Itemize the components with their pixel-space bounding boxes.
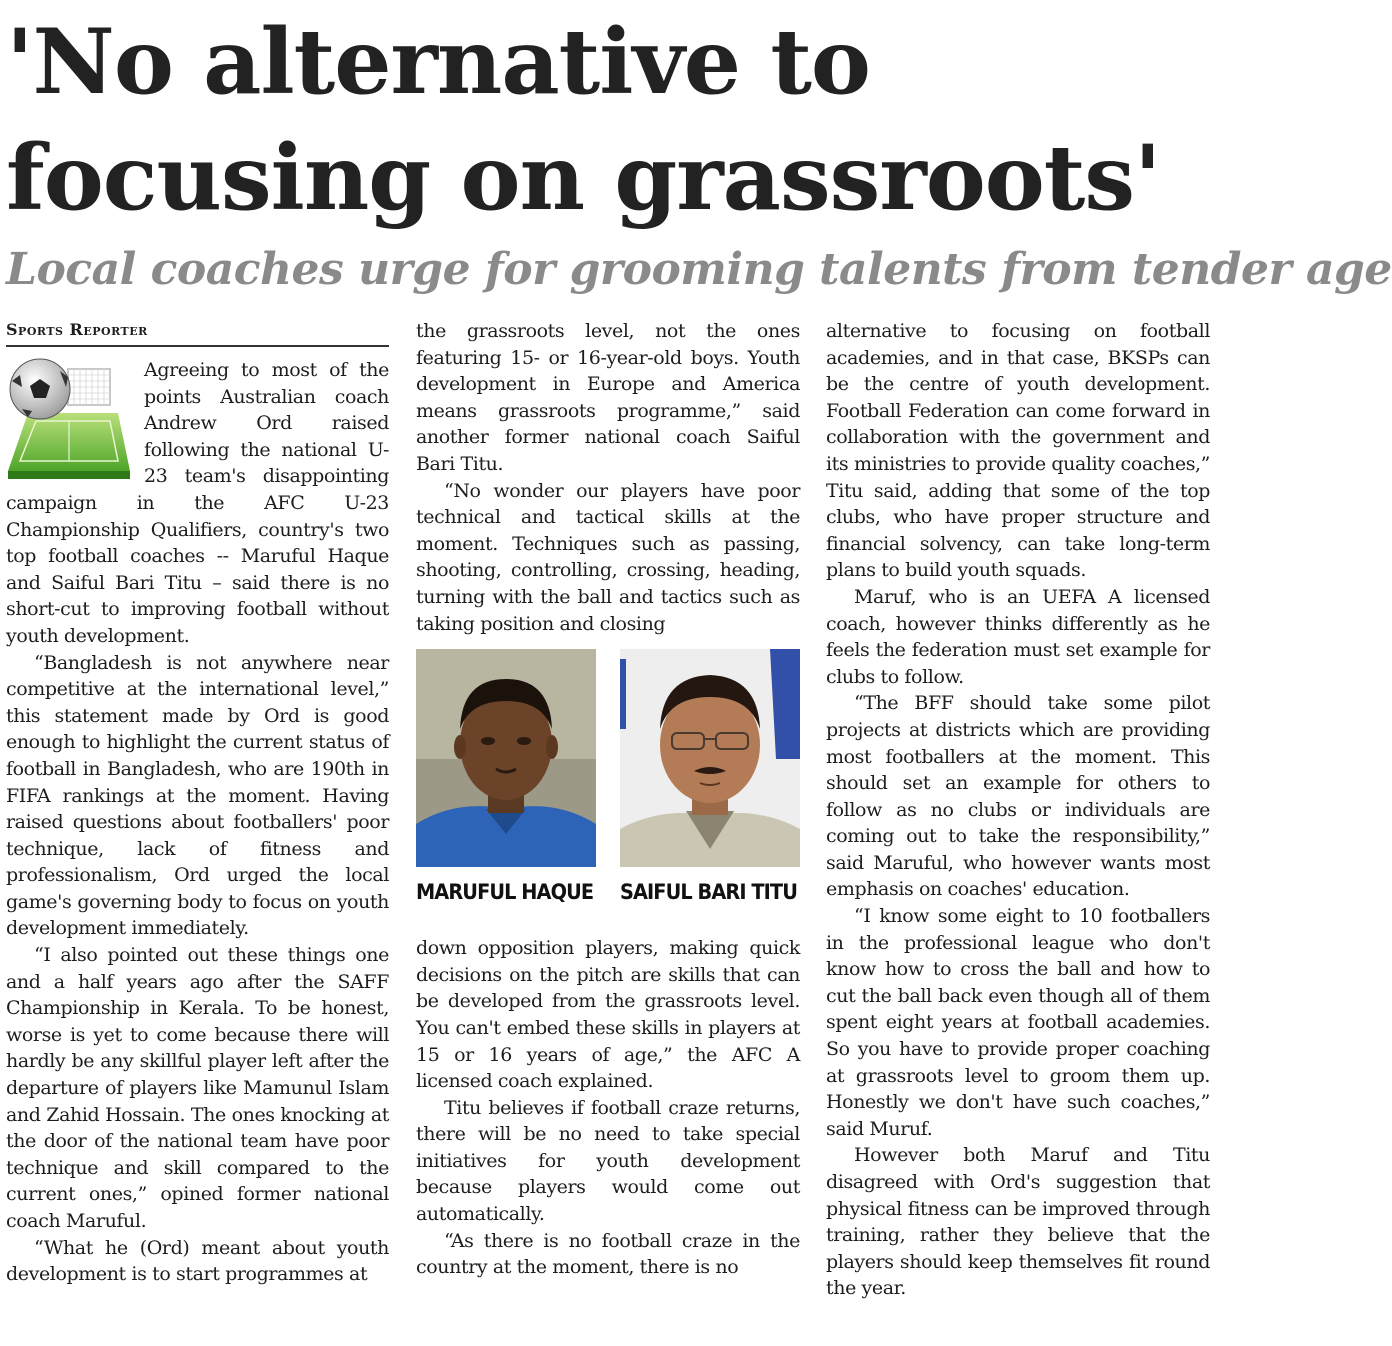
byline-text: Sports Reporter xyxy=(6,320,148,339)
photo-block xyxy=(416,649,800,925)
photo-caption: SAIFUL BARI TITU xyxy=(620,880,797,905)
paragraph: Maruf, who is an UEFA A licensed coach, however thinks differently as he feels the federation must set example for clubs to follow. xyxy=(826,585,1210,688)
paragraph: “I know some eight to 10 footballers in the professional league who don't know how to cross the ball and how to cut the ball back even though all of them spent eight years at football academies. So you have to provide proper coaching at grassroots level to groom them up. Honestly we don't have such coaches,” said Muruf. xyxy=(826,905,1210,1140)
paragraph: the grassroots level, not the ones featuring 15- or 16-year-old boys. Youth development in Europe and America means grassroots programme,” said another former national coach Saiful Bari Titu. xyxy=(416,320,800,475)
paragraph: “The BFF should take some pilot projects at districts which are providing most footballers at the moment. This should set an example for others to follow as no clubs or individuals are coming out to take the responsibility,” said Maruful, who however wants most emphasis on coaches' education. xyxy=(826,692,1210,901)
headline: 'No alternative to focusing on grassroots' xyxy=(6,9,1161,231)
article-column-3 xyxy=(826,318,1210,1302)
paragraph: “Bangladesh is not anywhere near competitive at the international level,” this statement made by Ord is good enough to highlight the current status of football in Bangladesh, who are 190th in FIFA rankings at the moment. Having raised questions about footballers' poor technique, lack of fitness and professionalism, Ord urged the local game's governing body to focus on youth development immediately. xyxy=(6,651,389,940)
paragraph: down opposition players, making quick decisions on the pitch are skills that can be developed from the grassroots level. You can't embed these skills in players at 15 or 16 years of age,” the AFC A licensed coach explained. xyxy=(416,937,800,1093)
subheadline: Local coaches urge for grooming talents from tender age xyxy=(6,244,1392,295)
paragraph: “I also pointed out these things one and a half years ago after the SAFF Championship in Kerala. To be honest, worse is yet to come because there will hardly be any skillful player left after the departure of players like Mamunul Islam and Zahid Hossain. The ones knocking at the door of the national team have poor technique and skill compared to the current ones,” opined former national coach Maruful. xyxy=(6,944,389,1232)
photo-caption: MARUFUL HAQUE xyxy=(416,880,594,905)
photo-saiful-bari-titu xyxy=(620,649,800,867)
paragraph: “As there is no football craze in the country at the moment, there is no xyxy=(416,1229,800,1279)
photo-maruful-haque xyxy=(416,649,596,867)
paragraph: Agreeing to most of the points Australian coach Andrew Ord raised following the national U-23 team's disappointing campaign in the AFC U-23 Championship Qualifiers, country's two top football coaches -- Maruful Haque and Saiful Bari Titu – said there is no short-cut to improving football without youth development. xyxy=(6,359,389,647)
paragraph: However both Maruf and Titu disagreed with Ord's suggestion that physical fitness can be improved through training, rather they believe that the players should keep themselves fit round the year. xyxy=(826,1144,1210,1300)
byline xyxy=(6,318,389,347)
article-column-1 xyxy=(6,318,389,1288)
paragraph: “What he (Ord) meant about youth development is to start programmes at xyxy=(6,1236,389,1286)
paragraph: “No wonder our players have poor technical and tactical skills at the moment. Techniques such as passing, shooting, controlling, crossing, heading, turning with the ball and tactics such as taking position and closing xyxy=(416,479,800,635)
paragraph: alternative to focusing on football academies, and in that case, BKSPs can be the centre of youth development. Football Federation can come forward in collaboration with the government and its ministries to provide quality coaches,” Titu said, adding that some of the top clubs, who have proper structure and financial solvency, can take long-term plans to build youth squads. xyxy=(826,320,1210,582)
football-on-pitch-icon xyxy=(6,361,132,483)
article-column-2 xyxy=(416,318,800,1281)
paragraph: Titu believes if football craze returns, there will be no need to take special initiatives for youth development because players would come out automatically. xyxy=(416,1096,800,1226)
